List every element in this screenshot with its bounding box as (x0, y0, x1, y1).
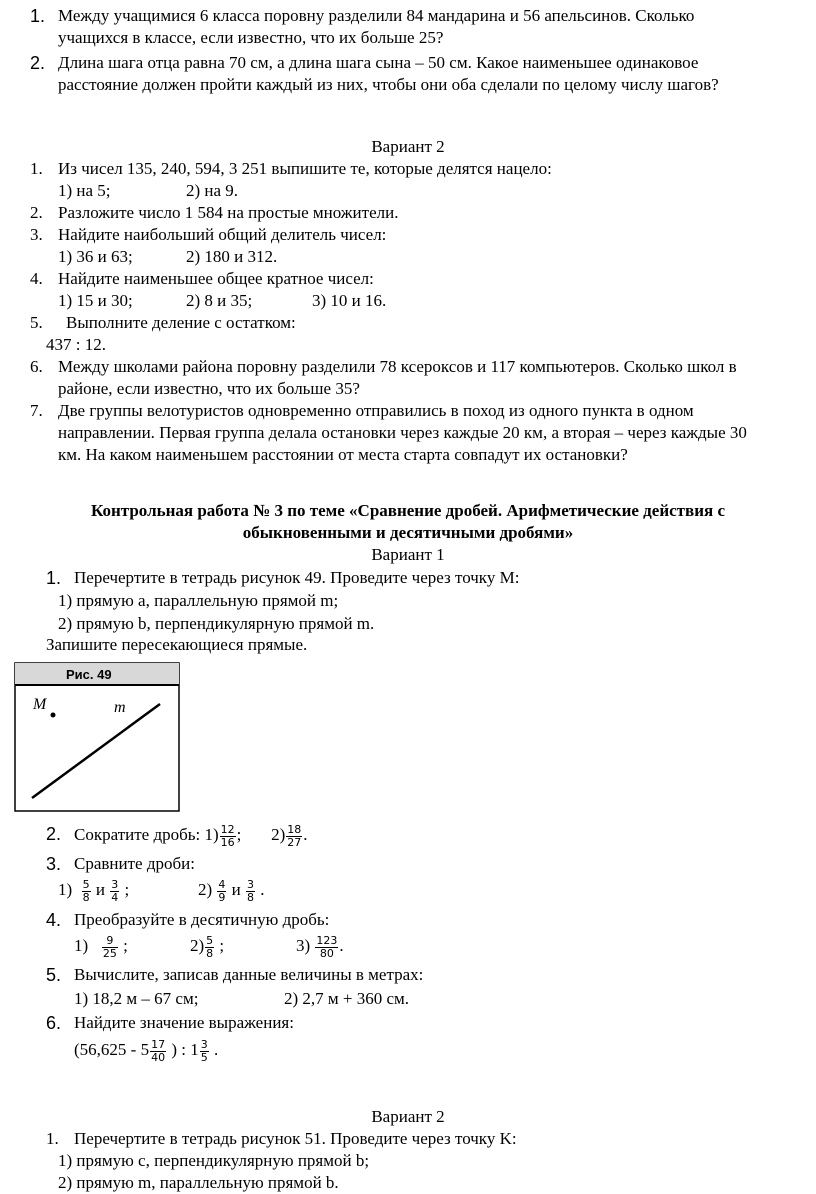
problem-number: 1. (30, 6, 46, 26)
fraction-denominator: 80 (319, 946, 334, 960)
sub-item-label: 2) (198, 880, 213, 899)
problem-number: 2. (30, 203, 43, 222)
problem-number: 6. (30, 357, 43, 376)
fraction (315, 935, 338, 960)
sub-item: 2) 2,7 м + 360 см. (284, 989, 410, 1008)
problem-number: 4. (46, 910, 62, 930)
problem-number: 7. (30, 401, 43, 420)
problem-text: км. На каком наименьшем расстоянии от места старта совпадут их остановки? (58, 445, 628, 464)
fraction-denominator: 9 (218, 890, 226, 904)
figure-49-drawing (14, 662, 180, 812)
problem-number: 5. (30, 313, 43, 332)
problem-text: Перечертите в тетрадь рисунок 51. Проведите через точку K: (74, 1129, 517, 1148)
problem-text: направлении. Первая группа делала остановки через каждые 20 км, а вторая – через каждые 30 (58, 423, 747, 442)
fraction-numerator: 12 (220, 822, 235, 836)
problem-number: 1. (46, 1129, 59, 1148)
sub-item: 1) 18,2 м – 67 см; (74, 989, 199, 1008)
sub-item (190, 931, 224, 961)
sub-item: 1) прямую c, перпендикулярную прямой b; (58, 1151, 370, 1170)
fraction-denominator: 8 (247, 890, 255, 904)
problem-text (74, 820, 308, 850)
point-m (51, 713, 56, 718)
problem-text: Перечертите в тетрадь рисунок 49. Проведите через точку M: (74, 568, 520, 587)
sub-item: 2) прямую m, параллельную прямой b. (58, 1173, 339, 1192)
fraction-numerator: 3 (247, 877, 255, 891)
problem-number: 6. (46, 1013, 62, 1033)
problem-number: 4. (30, 269, 43, 288)
fraction-denominator: 40 (151, 1050, 166, 1064)
fraction (150, 1039, 166, 1064)
fraction-numerator: 3 (200, 1037, 208, 1051)
fraction-numerator: 18 (287, 822, 302, 836)
fraction (200, 1039, 209, 1064)
fraction (110, 879, 119, 904)
variant-heading: Вариант 2 (371, 137, 445, 156)
problem-number: 3. (30, 225, 43, 244)
figure-49 (14, 662, 180, 812)
fraction (205, 935, 214, 960)
sub-item (296, 931, 344, 961)
fraction-numerator: 9 (102, 935, 118, 948)
conjunction: и (95, 880, 106, 899)
figure-caption: Рис. 49 (66, 667, 112, 682)
test-title: Контрольная работа № 3 по теме «Сравнение дробей. Арифметические действия с (91, 501, 725, 520)
sub-item (58, 875, 129, 905)
punctuation: ; (124, 880, 130, 899)
sub-item: 1) на 5; (58, 181, 111, 200)
sub-item (74, 931, 128, 961)
problem-text: Найдите наибольший общий делитель чисел: (58, 225, 387, 244)
fraction (102, 935, 118, 960)
fraction (286, 824, 302, 849)
sub-item-label: 1) (58, 880, 73, 899)
point-label-m: M (33, 696, 47, 713)
problem-text: Между школами района поровну разделили 78 ксероксов и 117 компьютеров. Сколько школ в (58, 357, 737, 376)
fraction-numerator: 4 (218, 877, 226, 891)
fraction (246, 879, 255, 904)
sub-item-label: 3) (296, 936, 311, 955)
punctuation: . (260, 880, 265, 899)
variant-heading: Вариант 1 (371, 545, 445, 564)
problem-text: Две группы велотуристов одновременно отправились в поход из одного пункта в одном (58, 401, 694, 420)
fraction-denominator: 4 (111, 890, 119, 904)
sub-item: 3) 10 и 16. (312, 291, 387, 310)
problem-text: Вычислите, записав данные величины в метрах: (74, 965, 424, 984)
problem-text: Преобразуйте в десятичную дробь: (74, 910, 330, 929)
fraction-numerator: 5 (82, 877, 90, 891)
problem-text: Между учащимися 6 класса поровну разделили 84 мандарина и 56 апельсинов. Сколько (58, 6, 695, 25)
sub-item: 1) прямую a, параллельную прямой m; (58, 591, 339, 610)
sub-item: 1) 36 и 63; (58, 247, 133, 266)
problem-note: Запишите пересекающиеся прямые. (46, 635, 308, 654)
problem-number: 5. (46, 965, 62, 985)
problem-number: 2. (30, 53, 46, 73)
problem-number: 1. (46, 568, 62, 588)
fraction-denominator: 27 (287, 835, 302, 849)
q2-end: . (303, 825, 308, 844)
test-title: обыкновенными и десятичными дробями» (242, 523, 574, 542)
punctuation: . (213, 1040, 219, 1059)
sub-item: 437 : 12. (46, 335, 106, 354)
fraction-numerator: 123 (316, 933, 338, 947)
sub-item: 2) 8 и 35; (186, 291, 253, 310)
sub-item: 1) 15 и 30; (58, 291, 133, 310)
fraction-numerator: 3 (111, 877, 119, 891)
punctuation: ; (219, 936, 225, 955)
problem-text: Из чисел 135, 240, 594, 3 251 выпишите те, которые делятся нацело: (58, 159, 552, 178)
variant-heading: Вариант 2 (371, 1107, 445, 1126)
expression-part: (56,625 - 5 (74, 1040, 150, 1059)
fraction-denominator: 16 (220, 835, 235, 849)
fraction-denominator: 5 (200, 1050, 208, 1064)
problem-number: 2. (46, 824, 62, 844)
problem-text: Разложите число 1 584 на простые множители. (58, 203, 399, 222)
sub-item: 2) на 9. (186, 181, 239, 200)
fraction (82, 879, 91, 904)
fraction (217, 879, 226, 904)
fraction-denominator: 8 (206, 946, 214, 960)
problem-text: Найдите наименьшее общее кратное чисел: (58, 269, 374, 288)
fraction-denominator: 25 (102, 946, 117, 960)
problem-number: 3. (46, 854, 62, 874)
problem-text: Сравните дроби: (74, 854, 195, 873)
punctuation: . (339, 936, 344, 955)
q2-text: Сократите дробь: 1) (74, 825, 219, 844)
punctuation: ; (123, 936, 128, 955)
sub-item: 2) прямую b, перпендикулярную прямой m. (58, 614, 375, 633)
problem-text: Выполните деление с остатком: (66, 313, 296, 332)
fraction (220, 824, 236, 849)
sub-item (198, 875, 265, 905)
sub-item-label: 1) (74, 936, 89, 955)
problem-text: расстояние должен пройти каждый из них, чтобы они оба сделали по целому числу шагов? (58, 75, 719, 94)
problem-text: учащихся в классе, если известно, что их больше 25? (58, 28, 444, 47)
conjunction: и (231, 880, 241, 899)
line-label-m: m (114, 699, 126, 716)
q2-separator: ; 2) (236, 825, 286, 844)
fraction-denominator: 8 (82, 890, 90, 904)
expression-part: ) : 1 (171, 1040, 199, 1059)
problem-text: Длина шага отца равна 70 см, а длина шага сына – 50 см. Какое наименьшее одинаковое (58, 53, 699, 72)
fraction-numerator: 17 (151, 1037, 166, 1051)
fraction-numerator: 5 (206, 933, 214, 947)
sub-item: 2) 180 и 312. (186, 247, 278, 266)
problem-number: 1. (30, 159, 43, 178)
problem-text: Найдите значение выражения: (74, 1013, 294, 1032)
sub-item-label: 2) (190, 936, 205, 955)
problem-text: районе, если известно, что их больше 35? (58, 379, 360, 398)
expression (74, 1034, 218, 1066)
